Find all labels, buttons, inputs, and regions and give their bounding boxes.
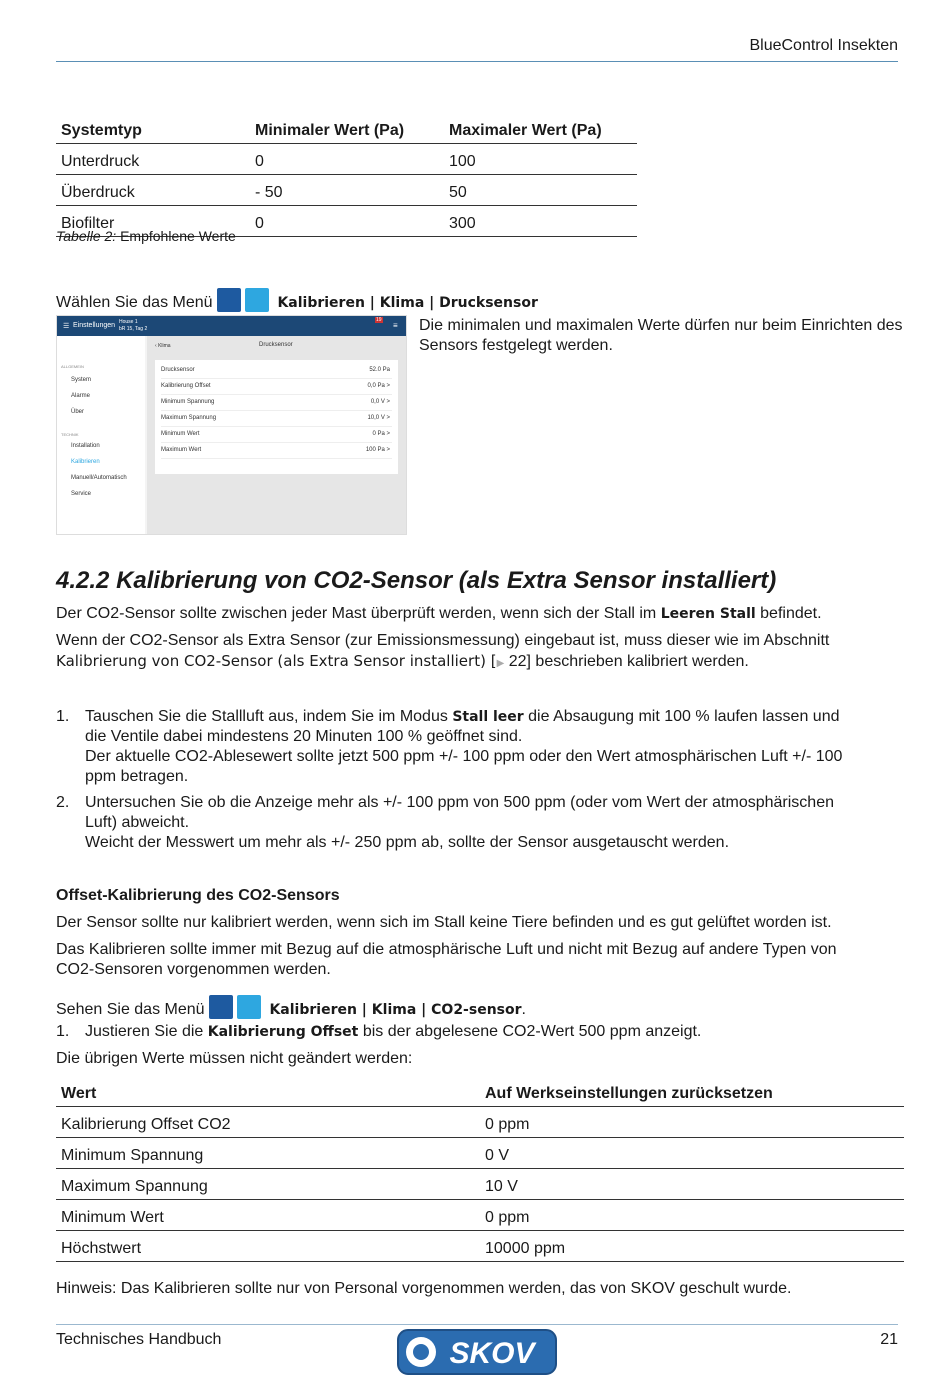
menu-instruction [56, 288, 538, 313]
hamburger-menu-icon [217, 288, 241, 312]
menu-path: Kalibrieren | Klima | Drucksensor [277, 295, 538, 311]
table-row [56, 144, 637, 175]
caption-prefix: Tabelle 2: [56, 228, 117, 244]
paragraph: Die übrigen Werte müssen nicht geändert werden: [56, 1050, 413, 1067]
table-cell: 0 [250, 206, 444, 237]
list-item: 1. Tauschen Sie die Stallluft aus, indem Sie im Modus Stall leer die Absaugung mit 100 % laufen lassen und die Ventile dabei mindestens 20 Minuten 100 % geöffnet sind. Der aktuelle CO2-Ablesewert sollte jetzt 500 ppm +/- 100 ppm oder den Wert atmosphärischen Luft +/- 100 ppm betragen. [56, 708, 843, 785]
menu-instruction: Sehen Sie das Menü Kalibrieren | Klima | CO2-sensor. [56, 995, 526, 1020]
table-cell: 300 [444, 206, 637, 237]
table-row: Minimum Spannung 0 V [56, 1138, 904, 1169]
cross-reference-link[interactable]: Kalibrierung von CO2-Sensor (als Extra Sensor installiert) [ [56, 652, 497, 670]
table-header: Minimaler Wert (Pa) [250, 113, 444, 144]
list-item: 2. Untersuchen Sie ob die Anzeige mehr als +/- 100 ppm von 500 ppm (oder vom Wert der atmosphärischen Luft) abweicht. Weicht der Messwert um mehr als +/- 250 ppm ab, sollte der Sensor ausgetauscht werden. [56, 794, 834, 851]
menu-prefix: Sehen Sie das Menü [56, 1001, 205, 1018]
sidebar-item-alarms[interactable]: Alarme [71, 393, 91, 399]
side-note: Die minimalen und maximalen Werte dürfen nur beim Einrichten des Sensors festgelegt werden. [419, 317, 903, 354]
table-cell: 0 [250, 144, 444, 175]
list-number: 2. [56, 794, 70, 811]
footer-divider [56, 1324, 898, 1325]
section-label: TECHNIK [61, 432, 79, 437]
list-number: 1. [56, 708, 70, 725]
recommended-values-table [56, 113, 637, 237]
list-item: 1. Justieren Sie die Kalibrierung Offset bis der abgelesene CO2-Wert 500 ppm anzeigt. [56, 1023, 702, 1040]
table-cell: Biofilter [56, 206, 250, 237]
table-cell: 50 [444, 175, 637, 206]
section-heading [56, 567, 776, 595]
menu-prefix: Wählen Sie das Menü [56, 294, 213, 311]
skov-logo [397, 1329, 557, 1375]
table-header-row [56, 113, 637, 144]
page-number: 21 [880, 1331, 898, 1348]
menu-icon: ≡ [393, 321, 398, 330]
table-header: Maximaler Wert (Pa) [444, 113, 637, 144]
section-title: Kalibrierung von CO2-Sensor (als Extra Sensor installiert) [116, 567, 777, 594]
table-caption [56, 228, 236, 244]
paragraph: Das Kalibrieren sollte immer mit Bezug auf die atmosphärische Luft und nicht mit Bezug auf andere Typen von CO2-Sensoren vorgenommen werden. [56, 941, 837, 978]
svg-text:SKOV: SKOV [449, 1337, 535, 1370]
table-row: Höchstwert 10000 ppm [56, 1231, 904, 1262]
settings-row[interactable]: Minimum Spannung 0,0 V > [161, 394, 392, 411]
settings-panel [155, 360, 398, 474]
header-divider [56, 61, 898, 62]
sidebar-item-service[interactable]: Service [71, 491, 92, 497]
hamburger-menu-icon [209, 995, 233, 1019]
sub-heading: Offset-Kalibrierung des CO2-Sensors [56, 887, 340, 904]
detail-pane [147, 336, 406, 534]
table-cell: Unterdruck [56, 144, 250, 175]
table-header: Systemtyp [56, 113, 250, 144]
note: Hinweis: Das Kalibrieren sollte nur von Personal vorgenommen werden, das von SKOV geschult wurde. [56, 1280, 792, 1297]
alarm-badge: 19 [376, 317, 382, 323]
table-row: Maximum Spannung 10 V [56, 1169, 904, 1200]
table-cell: Überdruck [56, 175, 250, 206]
page-title: Drucksensor [259, 342, 293, 348]
settings-row[interactable]: Drucksensor 52.0 Pa [161, 362, 392, 379]
sidebar-item-installation[interactable]: Installation [71, 443, 100, 449]
paragraph: Der CO2-Sensor sollte zwischen jeder Mast überprüft werden, wenn sich der Stall im Leeren Stall befindet. [56, 605, 822, 622]
footer-title: Technisches Handbuch [56, 1331, 222, 1348]
inline-bold: Leeren Stall [660, 606, 756, 622]
header-title: BlueControl Insekten [749, 37, 898, 54]
table-row [56, 175, 637, 206]
table-header-row [56, 1076, 904, 1107]
settings-row[interactable]: Kalibrierung Offset 0,0 Pa > [161, 378, 392, 395]
section-number: 4.2.2 [56, 567, 110, 594]
app-bar [57, 316, 406, 336]
sidebar-item-manual[interactable]: Manuell/Automatisch [71, 475, 127, 481]
caption-text: Empfohlene Werte [120, 228, 236, 244]
sidebar-item-calibrate[interactable]: Kalibrieren [71, 459, 100, 465]
table-row: Kalibrierung Offset CO2 0 ppm [56, 1107, 904, 1138]
app-title: Einstellungen [73, 322, 116, 329]
back-link[interactable]: ‹ Klima [155, 343, 171, 349]
table-header: Wert [56, 1076, 480, 1107]
table-row: Minimum Wert 0 ppm [56, 1200, 904, 1231]
menu-icon: ☰ [63, 323, 70, 330]
arrow-right-icon: ▶ [496, 658, 505, 669]
gear-icon [237, 995, 261, 1019]
section-label: ALLGEMEIN [61, 364, 84, 369]
gear-icon [245, 288, 269, 312]
paragraph: Der Sensor sollte nur kalibriert werden, wenn sich im Stall keine Tiere befinden und es gut gelüftet worden ist. [56, 914, 832, 931]
settings-row[interactable]: Minimum Wert 0 Pa > [161, 426, 392, 443]
day-label: bR 15, Tag 2 [119, 326, 148, 332]
settings-row[interactable]: Maximum Spannung 10,0 V > [161, 410, 392, 427]
list-number: 1. [56, 1023, 70, 1040]
menu-path: Kalibrieren | Klima | CO2-sensor [269, 1002, 522, 1018]
settings-screenshot [56, 315, 407, 535]
sidebar-item-system[interactable]: System [71, 377, 92, 383]
table-header: Auf Werkseinstellungen zurücksetzen [480, 1076, 904, 1107]
table-cell: 100 [444, 144, 637, 175]
settings-row[interactable]: Maximum Wert 100 Pa > [161, 442, 392, 459]
sidebar-item-about[interactable]: Über [71, 409, 85, 415]
table-cell: - 50 [250, 175, 444, 206]
paragraph: Wenn der CO2-Sensor als Extra Sensor (zur Emissionsmessung) eingebaut ist, muss dieser wie im Abschnitt Kalibrierung von CO2-Sensor (als Extra Sensor installiert) [▶ 22] beschrieben kalibriert werden. [56, 632, 830, 670]
factory-settings-table [56, 1076, 904, 1262]
house-label: House 1 [119, 319, 138, 325]
sidebar [57, 336, 145, 534]
